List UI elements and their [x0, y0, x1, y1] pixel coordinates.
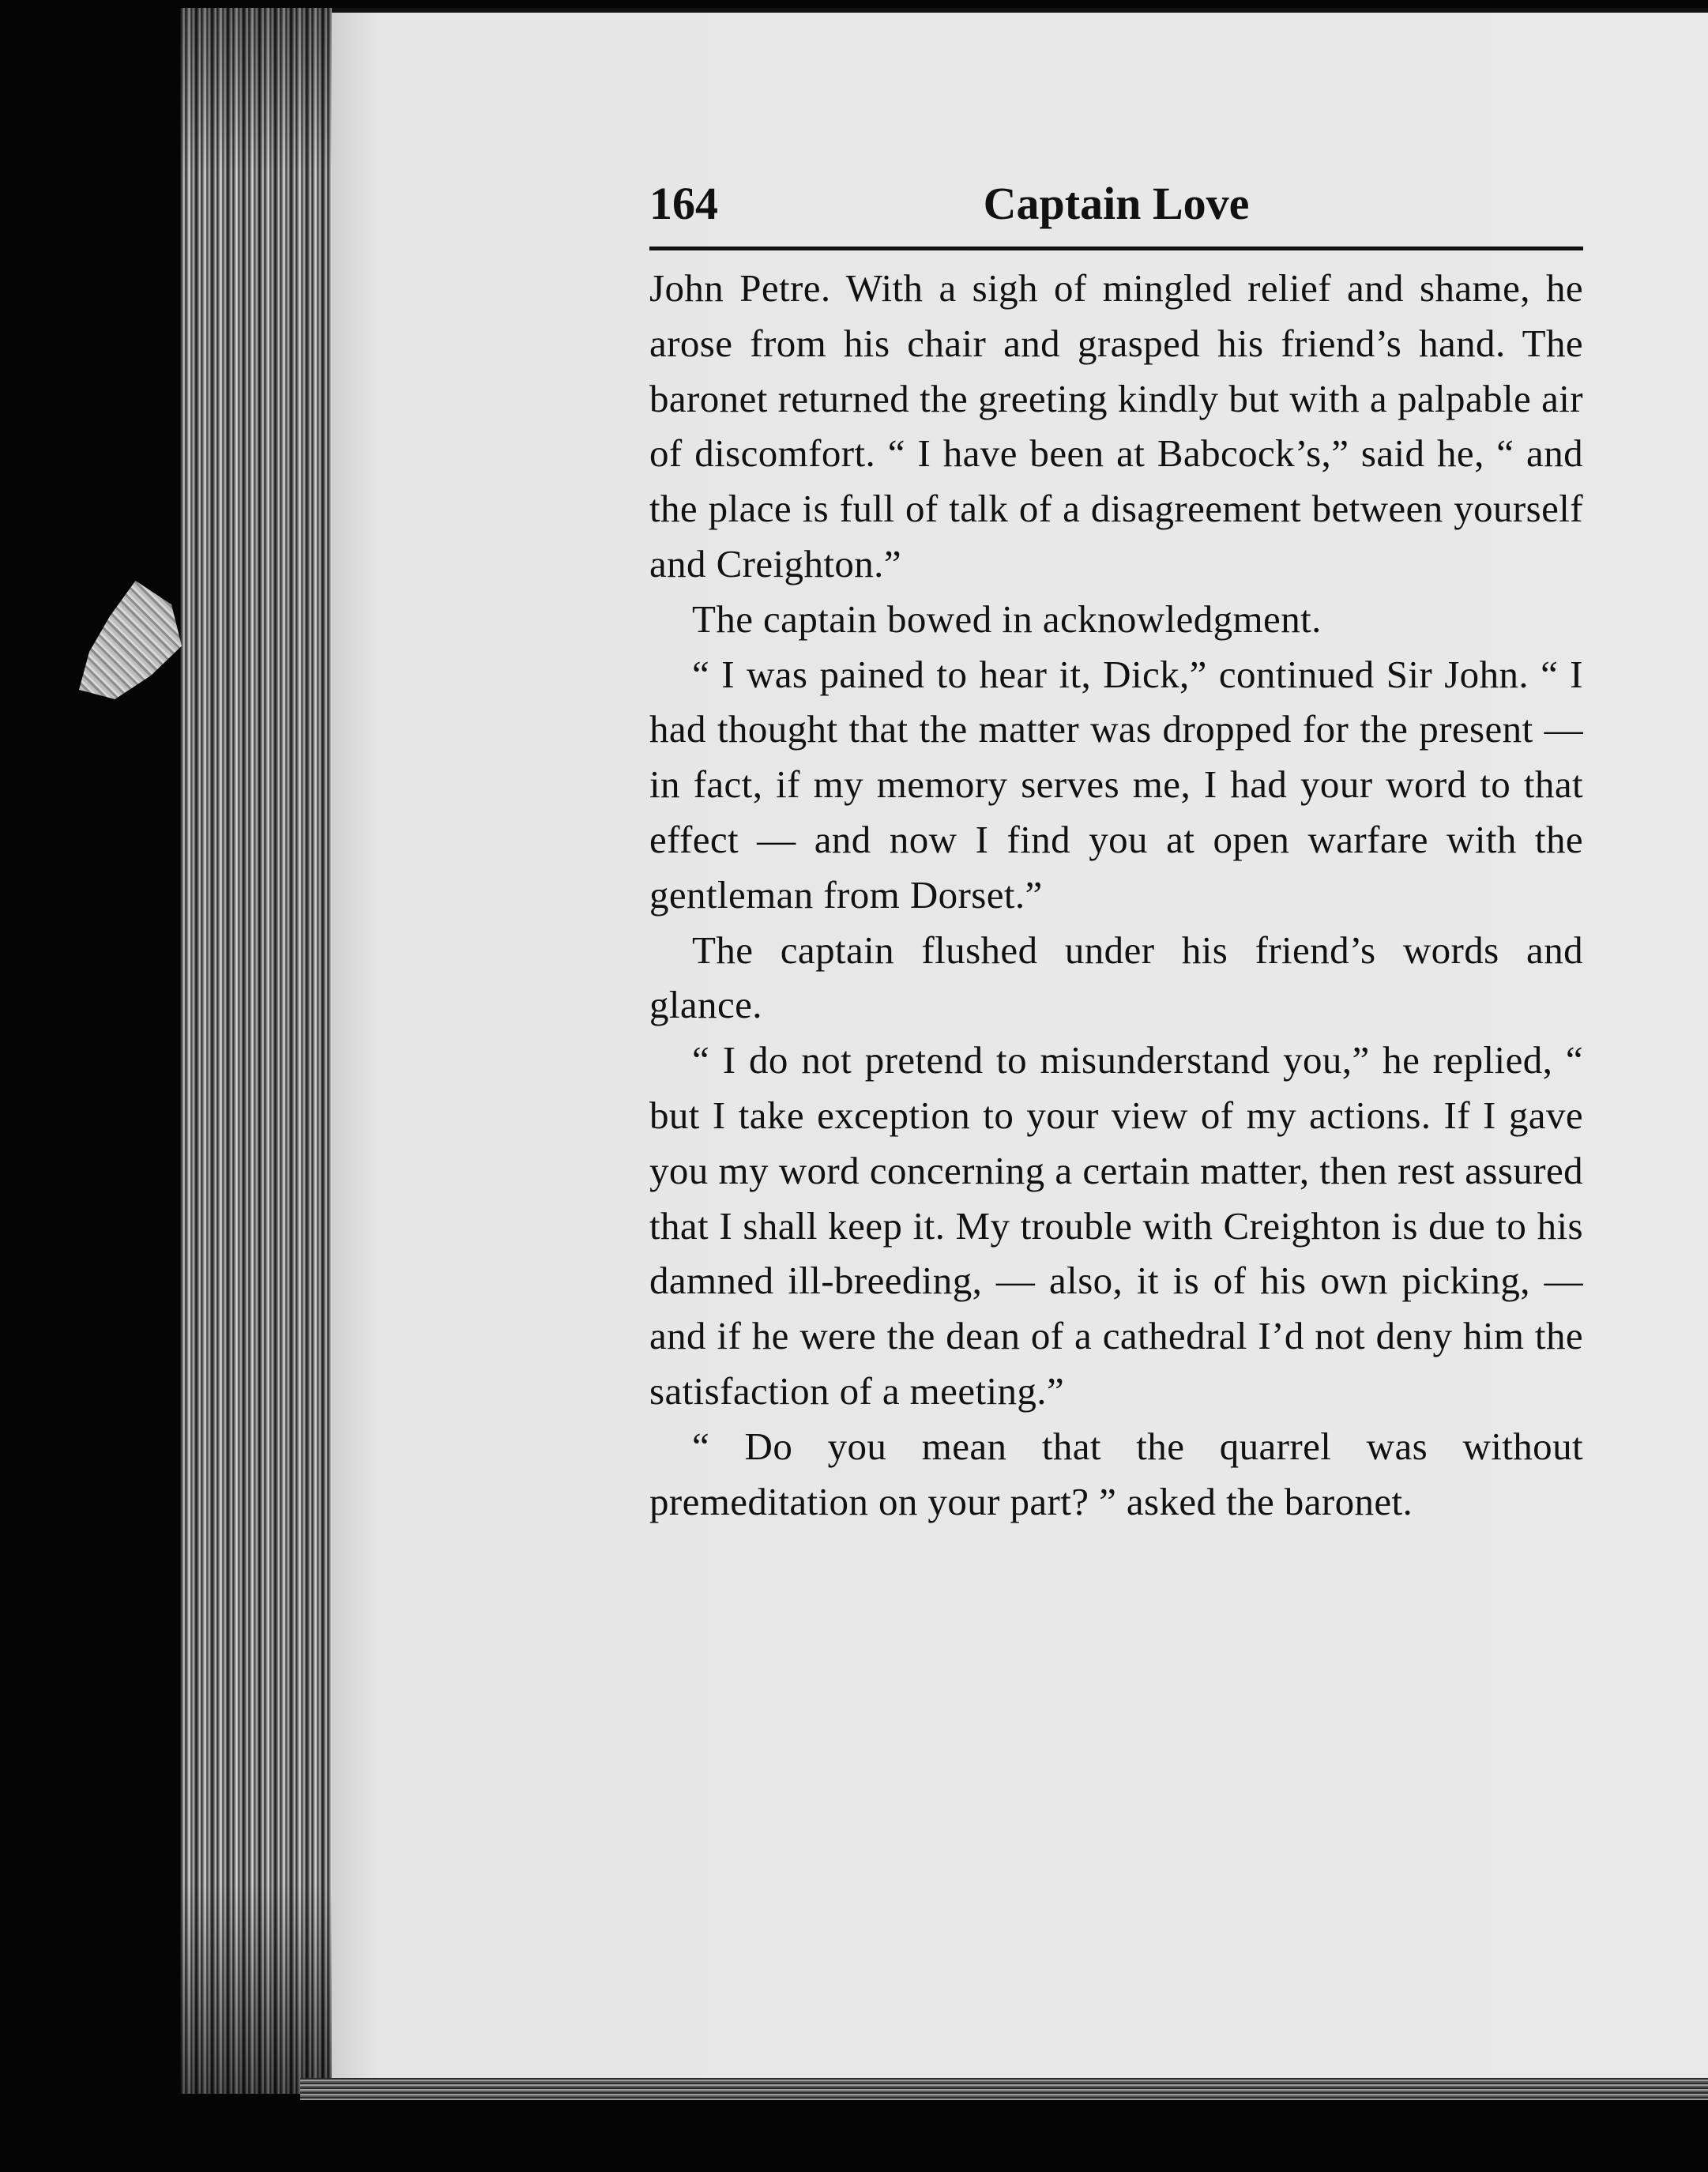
paragraph: “ I was pained to hear it, Dick,” continued Sir John. “ I had thought that the matter was dropped for the present — in fact, if my memory serves me, I had your word to that effect — and now I find you at open warfare with the gentleman from Dorset.”	[649, 652, 1583, 917]
book-page-edge	[180, 8, 338, 2094]
paragraph: “ I do not pretend to misunderstand you,” he replied, “ but I take exception to your view of my actions. If I gave you my word concerning a certain matter, then rest assured that I shall keep it. My trouble with Creighton is due to his damned ill-breeding, — also, it is of his own picking, — and if he were the dean of a cathedral I’d not deny him the satisfaction of a meeting.”	[649, 1038, 1583, 1413]
page-content	[649, 172, 1583, 1523]
paragraph: The captain bowed in acknowledgment.	[692, 597, 1322, 641]
running-head	[649, 172, 1583, 235]
paragraph: “ Do you mean that the quarrel was without premeditation on your part? ” asked the baronet.	[649, 1424, 1583, 1523]
body-text	[649, 261, 1583, 1529]
paragraph: The captain flushed under his friend’s words and glance.	[649, 928, 1583, 1027]
page-number: 164	[649, 178, 718, 229]
running-title: Captain Love	[983, 178, 1250, 229]
paragraph: John Petre. With a sigh of mingled relief and shame, he arose from his chair and grasped his friend’s hand. The baronet returned the greeting kindly but with a palpable air of discomfort. “ I have been at Babcock’s,” said he, “ and the place is full of talk of a disagreement between yourself and Creighton.”	[649, 266, 1583, 585]
header-rule	[649, 247, 1583, 250]
book-bottom-edge	[300, 2078, 1708, 2100]
